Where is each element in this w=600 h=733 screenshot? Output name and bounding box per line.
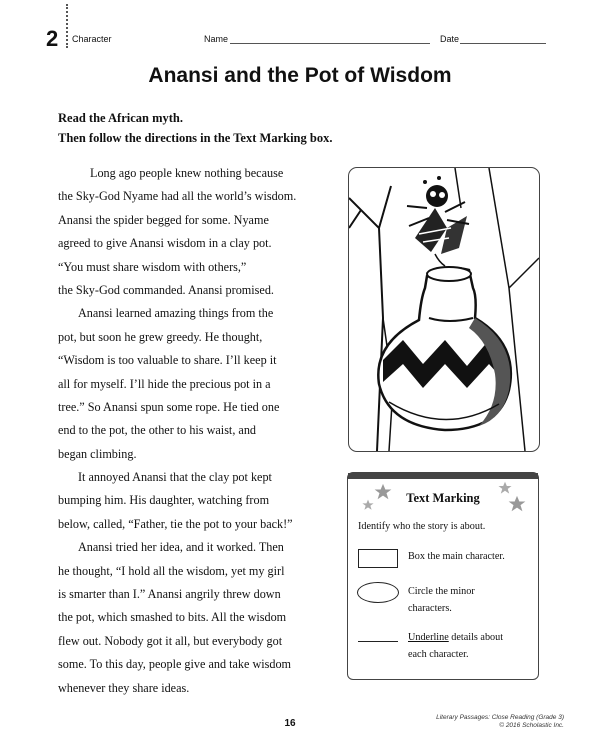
- box-instruction: Box the main character.: [408, 551, 505, 562]
- story-line: bumping him. His daughter, watching from: [58, 493, 270, 508]
- story-line: the Sky-God commanded. Anansi promised.: [58, 282, 274, 297]
- story-line: below, called, “Father, tie the pot to your back!”: [58, 516, 293, 531]
- story-line: began climbing.: [58, 446, 137, 461]
- underline-instruction-line-1: [408, 629, 503, 646]
- story-line: Anansi the spider begged for some. Nyame: [58, 212, 269, 227]
- footer-source-line-2: © 2016 Scholastic Inc.: [499, 722, 564, 729]
- text-marking-top-bar: [348, 473, 538, 479]
- story-line: agreed to give Anansi wisdom in a clay pot.: [58, 236, 272, 251]
- underline-rest: details about: [448, 632, 504, 643]
- story-line: tree.” So Anansi spun some rope. He tied one: [58, 399, 280, 414]
- story-line: flew out. Nobody got it all, but everybody got: [58, 633, 283, 648]
- story-line: “You must share wisdom with others,”: [58, 259, 247, 274]
- underline-word: Underline: [408, 632, 449, 643]
- story-line: some. To this day, people give and take wisdom: [58, 657, 292, 672]
- story-line: pot, but soon he grew greedy. He thought,: [58, 329, 263, 344]
- text-marking-box: [347, 472, 539, 680]
- footer-source-line-1: Literary Passages: Close Reading (Grade 3): [436, 714, 564, 721]
- lesson-category: Character: [72, 34, 112, 44]
- story-illustration: [348, 167, 540, 452]
- underline-instruction-line-2: each character.: [408, 649, 469, 660]
- date-field[interactable]: [460, 43, 546, 44]
- circle-instruction-line-2: characters.: [408, 603, 452, 614]
- story-line: all for myself. I’ll hide the precious pot in a: [58, 376, 271, 391]
- story-line: end to the pot, the other to his waist, and: [58, 423, 257, 438]
- story-passage: [58, 162, 328, 700]
- circle-instruction-line-1: Circle the minor: [408, 586, 475, 597]
- clay-pot-icon: [378, 267, 511, 430]
- story-line: Anansi learned amazing things from the: [78, 306, 274, 321]
- name-label: Name: [204, 34, 229, 44]
- story-line: “Wisdom is too valuable to share. I’ll keep it: [58, 353, 277, 368]
- story-line: is smarter than I.” Anansi angrily threw down: [58, 587, 281, 602]
- name-field[interactable]: [230, 43, 430, 44]
- underline-symbol: [358, 641, 398, 642]
- story-line: Anansi tried her idea, and it worked. Then: [78, 540, 284, 555]
- story-line: Long ago people knew nothing because: [90, 166, 284, 180]
- directions: [58, 108, 332, 148]
- circle-symbol: [357, 582, 399, 603]
- footer-source: [436, 714, 564, 730]
- underline-instruction: [408, 629, 503, 663]
- page-number: 16: [284, 718, 296, 729]
- story-line: the Sky-God Nyame had all the world’s wisdom.: [58, 189, 297, 204]
- directions-line-1: Read the African myth.: [58, 111, 183, 125]
- story-line: the pot, which smashed to bits. All the wisdom: [58, 610, 287, 625]
- page-title: Anansi and the Pot of Wisdom: [148, 64, 452, 87]
- box-symbol: [358, 549, 398, 568]
- date-label: Date: [440, 34, 460, 44]
- text-marking-title: Text Marking: [406, 491, 480, 505]
- circle-instruction: [408, 583, 475, 617]
- header-dotted-rule: [66, 4, 68, 48]
- lesson-number: 2: [46, 26, 59, 51]
- story-line: It annoyed Anansi that the clay pot kept: [78, 470, 272, 485]
- story-line: whenever they share ideas.: [58, 680, 190, 695]
- rope-icon: [435, 254, 445, 266]
- story-line: he thought, “I hold all the wisdom, yet my girl: [58, 563, 285, 578]
- directions-line-2: Then follow the directions in the Text Marking box.: [58, 131, 333, 145]
- spider-icon: [407, 176, 469, 254]
- text-marking-intro: Identify who the story is about.: [358, 521, 486, 532]
